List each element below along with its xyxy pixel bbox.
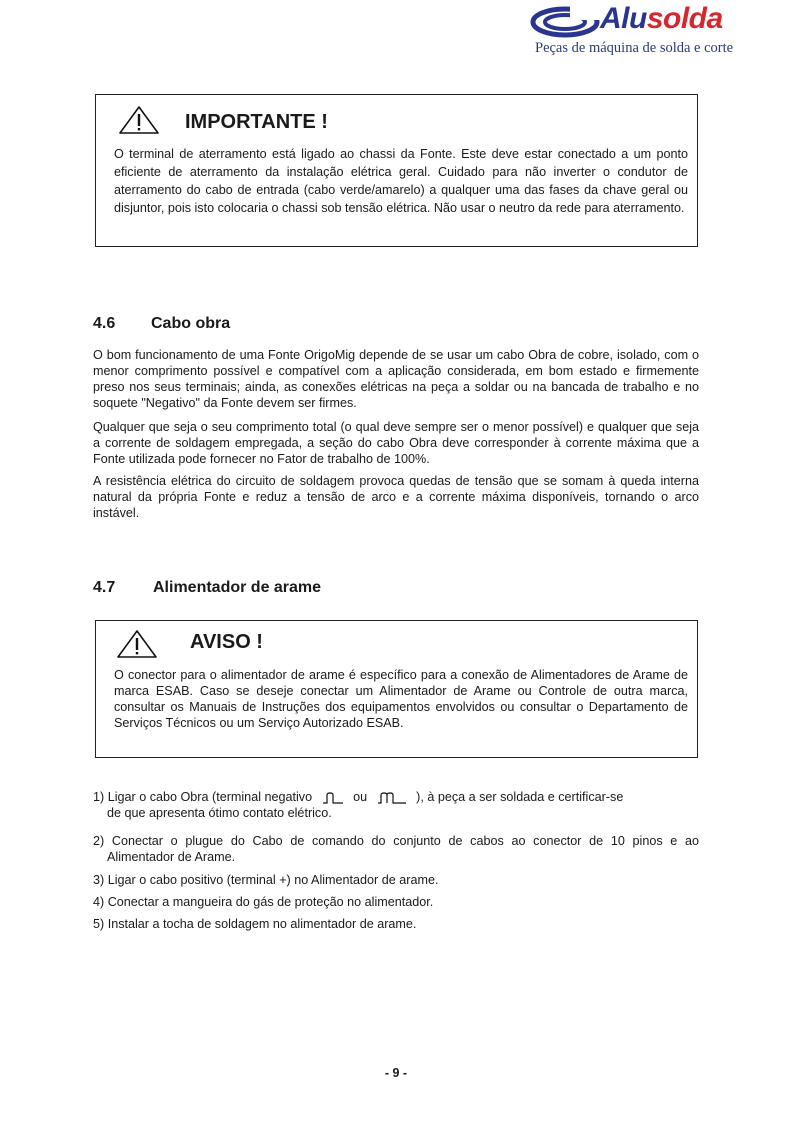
logo-text-solda: solda — [646, 2, 723, 35]
important-title: IMPORTANTE ! — [185, 111, 328, 133]
section-number-4-6: 4.6 — [93, 315, 116, 332]
swoosh-logo-icon — [530, 6, 600, 38]
step-2-text-b: Alimentador de Arame. — [107, 850, 236, 864]
step-1-text-b: ), à peça a ser soldada e certificar-se — [416, 790, 624, 804]
alusolda-logo — [530, 4, 740, 56]
important-box — [95, 94, 698, 247]
paragraph: A resistência elétrica do circuito de soldagem provoca quedas de tensão que se somam à queda interna natural da própria Fonte e reduz a tensão de arco e a corrente máxima disponíveis, tornando o arco instável. — [93, 474, 699, 520]
process-symbol-1-icon — [322, 792, 344, 804]
step-4: 4) Conectar a mangueira do gás de proteção no alimentador. — [93, 895, 434, 909]
step-2 — [93, 833, 699, 865]
warning-text: O conector para o alimentador de arame é específico para a conexão de Alimentadores de Arame de marca ESAB. Caso se deseje conectar um Alimentador de Arame ou Controle de outra marca, consultar os Manuais de Instruções dos equipamentos envolvidos ou consultar o Departamento de Serviços Técnicos ou um Serviço Autorizado ESAB. — [114, 668, 688, 730]
section-title-alimentador: Alimentador de arame — [153, 579, 322, 596]
important-text: O terminal de aterramento está ligado ao chassi da Fonte. Este deve estar conectado a um ponto eficiente de aterramento da instalação elétrica geral. Cuidado para não inverter o condutor de aterramento do cabo de entrada (cabo verde/amarelo) a qualquer uma das fases da chave geral ou disjuntor, pois isto colocaria o chassi sob tensão elétrica. Não usar o neutro da rede para aterramento. — [114, 147, 688, 215]
warning-box — [95, 620, 698, 758]
step-1 — [93, 789, 699, 821]
paragraph: O bom funcionamento de uma Fonte OrigoMig depende de se usar um cabo Obra de cobre, isolado, com o menor comprimento possível e compatível com a aplicação considerada, em bom estado e firmemente preso nos seus terminais; ainda, as conexões elétricas na peça a soldar ou na bancada de trabalho e no soquete "Negativo" da Fonte devem ser firmes. — [93, 348, 699, 410]
warning-triangle-icon — [116, 629, 158, 659]
process-symbol-2-icon — [377, 792, 407, 804]
logo-text-alu: Alu — [600, 2, 647, 35]
warning-title: AVISO ! — [190, 631, 263, 653]
warning-triangle-icon — [118, 105, 160, 135]
step-3: 3) Ligar o cabo positivo (terminal +) no Alimentador de arame. — [93, 873, 439, 887]
step-1-or: ou — [353, 790, 368, 804]
step-1-text-a: 1) Ligar o cabo Obra (terminal negativo — [93, 790, 313, 804]
step-5: 5) Instalar a tocha de soldagem no alimentador de arame. — [93, 917, 417, 931]
paragraph: Qualquer que seja o seu comprimento total (o qual deve sempre ser o menor possível) e qualquer que seja a corrente de soldagem empregada, a seção do cabo Obra deve corresponder à corrente máxima que a Fonte utilizada pode fornecer no Fator de trabalho de 100%. — [93, 420, 699, 466]
tagline: Peças de máquina de solda e corte — [535, 40, 734, 56]
step-2-text-a: 2) Conectar o plugue do Cabo de comando do conjunto de cabos ao conector de 10 pinos e ao — [93, 834, 699, 848]
section-title-cabo-obra: Cabo obra — [151, 315, 231, 332]
page-number: - 9 - — [384, 1066, 408, 1080]
section-number-4-7: 4.7 — [93, 579, 116, 596]
step-1-text-c: de que apresenta ótimo contato elétrico. — [107, 806, 332, 820]
